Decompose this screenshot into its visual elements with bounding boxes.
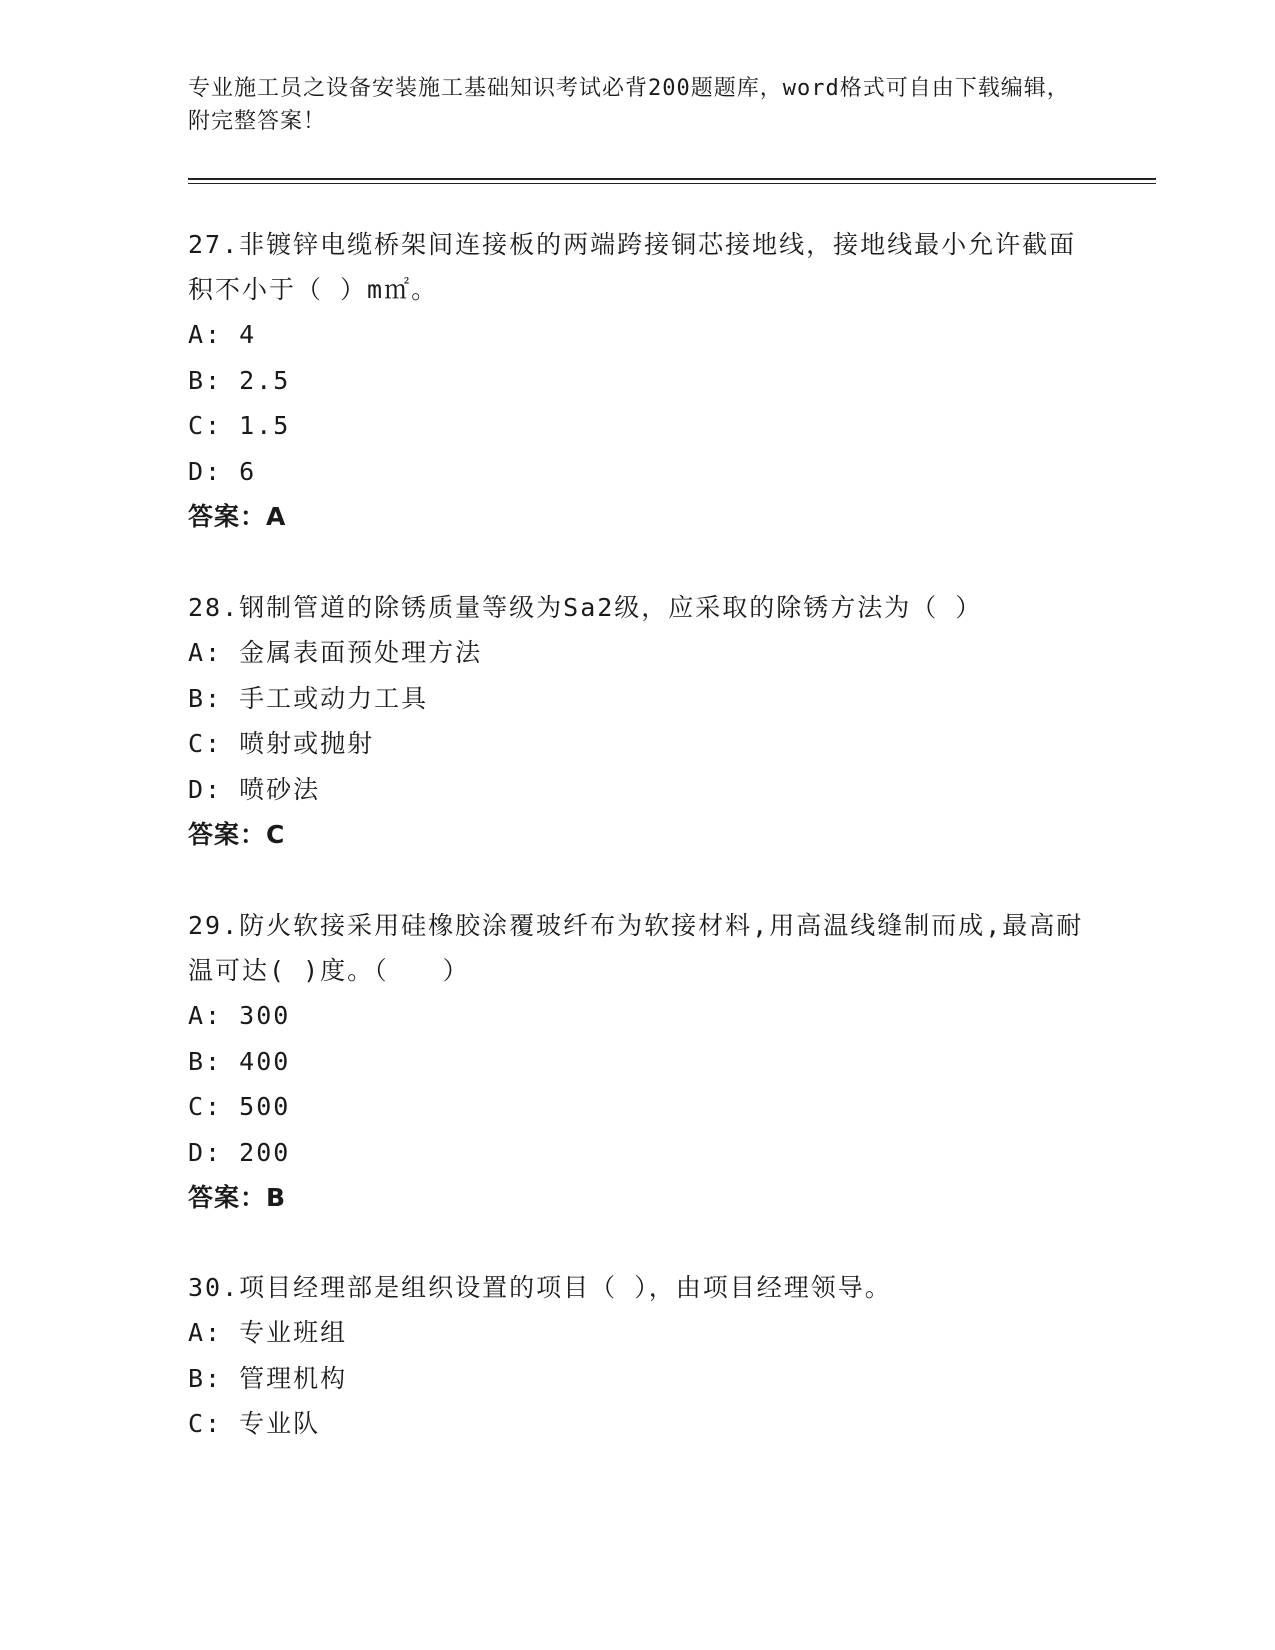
question-stem: 30.项目经理部是组织设置的项目（ ），由项目经理领导。 — [188, 1273, 892, 1302]
answer-label: 答案：C — [188, 820, 286, 849]
option-c: C: 喷射或抛射 — [188, 729, 375, 758]
answer-label: 答案：A — [188, 502, 287, 531]
option-a: A: 专业班组 — [188, 1318, 348, 1347]
option-b: B: 手工或动力工具 — [188, 683, 429, 713]
question-30 — [188, 1265, 1088, 1447]
option-b: B: 管理机构 — [188, 1363, 348, 1393]
question-29 — [188, 903, 1088, 1221]
option-c: C: 1.5 — [188, 411, 291, 440]
header-divider — [188, 178, 1156, 180]
option-d: D: 6 — [188, 456, 257, 486]
question-28 — [188, 585, 1088, 858]
option-d: D: 200 — [188, 1137, 291, 1167]
question-stem: 29.防火软接采用硅橡胶涂覆玻纤布为软接材料,用高温线缝制而成,最高耐温可达( )度。（ ） — [188, 911, 1084, 985]
option-a: A: 300 — [188, 1001, 291, 1030]
document-header: 专业施工员之设备安装施工基础知识考试必背200题题库，word格式可自由下载编辑，附完整答案！ — [188, 76, 1070, 134]
header-divider-thin — [188, 183, 1156, 184]
question-stem: 27.非镀锌电缆桥架间连接板的两端跨接铜芯接地线，接地线最小允许截面积不小于（ ）m㎡。 — [188, 230, 1077, 304]
answer-label: 答案：B — [188, 1183, 287, 1212]
question-stem: 28.钢制管道的除锈质量等级为Sa2级，应采取的除锈方法为（ ） — [188, 593, 983, 622]
option-d: D: 喷砂法 — [188, 774, 321, 804]
option-a: A: 金属表面预处理方法 — [188, 638, 483, 667]
option-c: C: 500 — [188, 1092, 291, 1121]
option-a: A: 4 — [188, 320, 257, 349]
option-c: C: 专业队 — [188, 1409, 321, 1438]
option-b: B: 2.5 — [188, 365, 291, 395]
question-27 — [188, 222, 1088, 540]
option-b: B: 400 — [188, 1046, 291, 1076]
